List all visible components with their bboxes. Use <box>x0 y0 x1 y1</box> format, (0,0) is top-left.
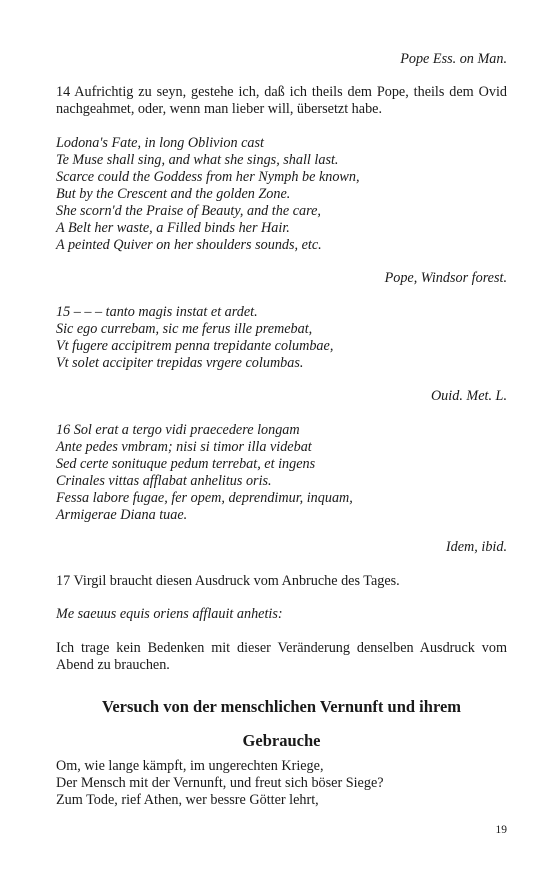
verse-line: She scorn'd the Praise of Beauty, and the care, <box>56 203 321 219</box>
footnote-16-verse <box>56 422 507 524</box>
footnote-14-text: 14 Aufrichtig zu seyn, gestehe ich, daß ich theils dem Pope, theils dem Ovid nachgeahmet, oder, wenn man lieber will, übersetzt habe. <box>56 84 507 117</box>
verse-line: Vt fugere accipitrem penna trepidante columbae, <box>56 338 334 354</box>
attribution-pope-windsor: Pope, Windsor forest. <box>384 270 507 286</box>
verse-line: A Belt her waste, a Filled binds her Hair. <box>56 220 290 236</box>
poem-line: Zum Tode, rief Athen, wer bessre Götter lehrt, <box>56 792 319 808</box>
verse-line: Fessa labore fugae, fer opem, deprendimur, inquam, <box>56 490 353 506</box>
section-heading-line-1: Versuch von der menschlichen Vernunft und ihrem <box>101 697 462 716</box>
section-heading-line-2: Gebrauche <box>242 731 321 750</box>
poem-line: Der Mensch mit der Vernunft, und freut sich böser Siege? <box>56 775 384 791</box>
verse-line: Sic ego currebam, sic me ferus ille premebat, <box>56 321 313 337</box>
verse-line: 15 – – – tanto magis instat et ardet. <box>56 304 258 320</box>
verse-line: Scarce could the Goddess from her Nymph be known, <box>56 169 360 185</box>
verse-line: 16 Sol erat a tergo vidi praecedere longam <box>56 422 300 438</box>
footnote-14-verse <box>56 135 507 254</box>
verse-line: Te Muse shall sing, and what she sings, shall last. <box>56 152 339 168</box>
page-number: 19 <box>495 824 507 836</box>
footnote-17-quote: Me saeuus equis oriens afflauit anhetis: <box>56 606 283 622</box>
footnote-17-text: 17 Virgil braucht diesen Ausdruck vom Anbruche des Tages. <box>56 573 400 589</box>
attribution-idem: Idem, ibid. <box>445 539 507 555</box>
verse-line: Vt solet accipiter trepidas vrgere columbas. <box>56 355 304 371</box>
verse-line: But by the Crescent and the golden Zone. <box>56 186 291 202</box>
attribution-ovid: Ouid. Met. L. <box>430 388 507 404</box>
verse-line: Lodona's Fate, in long Oblivion cast <box>56 135 264 151</box>
footnote-15-verse <box>56 304 507 372</box>
verse-line: A peinted Quiver on her shoulders sounds, etc. <box>56 237 322 253</box>
verse-line: Crinales vittas afflabat anhelitus oris. <box>56 473 272 489</box>
verse-line: Armigerae Diana tuae. <box>56 507 188 523</box>
book-page <box>56 0 507 880</box>
poem-line: Om, wie lange kämpft, im ungerechten Kriege, <box>56 758 324 774</box>
attribution-pope-essay: Pope Ess. on Man. <box>400 51 507 67</box>
poem-opening <box>56 758 507 809</box>
footnote-17-comment: Ich trage kein Bedenken mit dieser Veränderung denselben Ausdruck vom Abend zu brauchen. <box>56 640 507 673</box>
verse-line: Ante pedes vmbram; nisi si timor illa videbat <box>56 439 312 455</box>
verse-line: Sed certe sonituque pedum terrebat, et ingens <box>56 456 316 472</box>
